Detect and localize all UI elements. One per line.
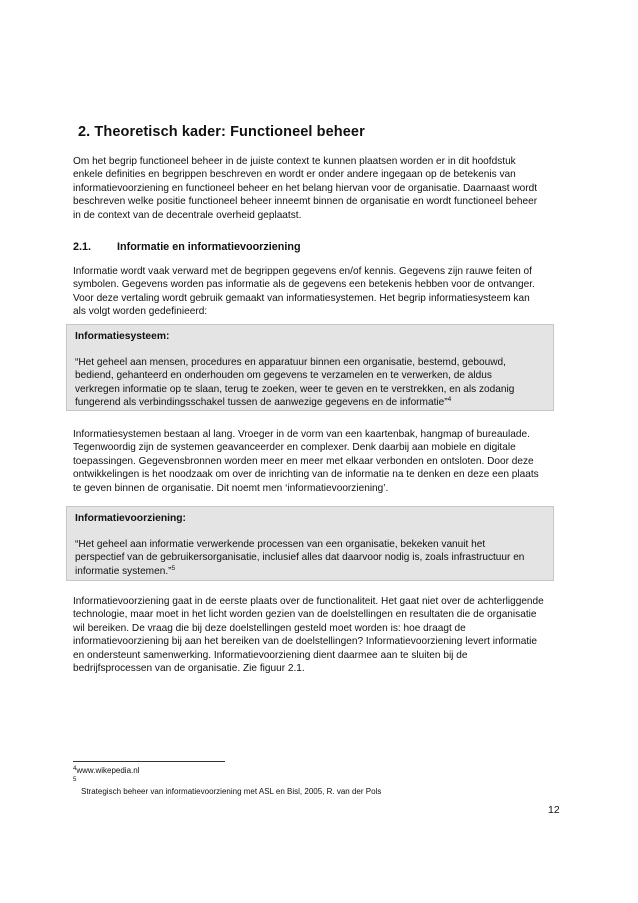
definition-box-informatiesysteem — [66, 324, 554, 411]
paragraph-informatiesystemen — [73, 428, 569, 495]
paragraph-information — [73, 265, 569, 319]
definition-line: fungerend als verbindingsschakel tussen de aanwezige gegevens en de informatie” — [75, 397, 448, 409]
paragraph-line: informatievoorziening bij aan het bereiken van de doelstellingen? Informatievoorziening levert informatie — [73, 636, 538, 648]
footnote-text: Strategisch beheer van informatievoorziening met ASL en Bisl, 2005, R. van der Pols — [81, 787, 382, 796]
intro-line: enkele definities en begrippen beschreven en wordt er onder andere ingegaan op de betekenis van — [73, 169, 516, 181]
section-title: Informatie en informatievoorziening — [117, 241, 301, 253]
definition-line: bediend, gehanteerd en onderhouden om gegevens te verzamelen en te verwerken, de aldus — [75, 370, 492, 382]
paragraph-line: en ondersteunt samenwerking. Informatievoorziening dient daarmee aan te sluiten bij de — [73, 649, 468, 661]
footnote-separator — [73, 761, 225, 762]
definition-text — [75, 356, 545, 410]
section-heading — [73, 241, 301, 253]
footnote-marker: 4 — [73, 766, 77, 772]
chapter-title: 2. Theoretisch kader: Functioneel beheer — [78, 124, 365, 140]
paragraph-line: bedrijfsprocessen van de organisatie. Zie figuur 2.1. — [73, 663, 305, 675]
section-number: 2.1. — [73, 241, 92, 253]
footnote-reference: 4 — [447, 396, 452, 404]
intro-paragraph — [73, 155, 569, 222]
intro-line: informatievoorziening en functioneel beheer en het belang hiervan voor de organisatie. Daarnaast wordt — [73, 182, 538, 194]
paragraph-line: Informatiesystemen bestaan al lang. Vroeger in de vorm van een kaartenbak, hangmap of bureaulade. — [73, 429, 530, 440]
footnote-link[interactable]: www.wikepedia.nl — [76, 766, 140, 775]
paragraph-line: Informatie wordt vaak verward met de begrippen gegevens en/of kennis. Gegevens zijn rauwe feiten of — [73, 266, 532, 277]
intro-line: Om het begrip functioneel beheer in de juiste context te kunnen plaatsen worden er in dit hoofdstuk — [73, 156, 516, 167]
page-number: 12 — [548, 804, 560, 816]
footnote-reference: 5 — [171, 564, 176, 572]
footnote-item — [73, 766, 139, 776]
definition-line: perspectief van de gebruikersorganisatie, inclusief alles dat daarvoor nodig is, zoals infrastructuur en — [75, 552, 525, 564]
definition-line: verkregen informatie op te slaan, terug te zoeken, weer te geven en te verstrekken, en als zodanig — [75, 383, 515, 395]
definition-title: Informatievoorziening: — [75, 513, 186, 524]
paragraph-functionaliteit — [73, 595, 569, 675]
footnote-item — [73, 777, 381, 797]
definition-box-informatievoorziening — [66, 506, 554, 581]
intro-line: beschreven welke positie functioneel beheer inneemt binnen de organisatie en wordt functioneel beheer — [73, 196, 538, 208]
paragraph-line: Tegenwoordig zijn de systemen geavanceerder en complexer. Denk daarbij aan mobiele en digitale — [73, 442, 516, 454]
definition-line: “Het geheel aan mensen, procedures en apparatuur binnen een organisatie, bestemd, gebouwd, — [75, 357, 506, 368]
paragraph-line: wil bereiken. De vraag die bij deze doelstellingen gesteld moet worden is: hoe draagt de — [73, 622, 466, 634]
footnote-marker: 5 — [73, 777, 77, 783]
paragraph-line: als volgt worden gedefinieerd: — [73, 306, 208, 318]
paragraph-line: ontwikkelingen is het noodzaak om over de inrichting van de informatie na te denken en deze een plaats — [73, 469, 539, 481]
paragraph-line: symbolen. Gegevens worden pas informatie als de gegevens een betekenis hebben voor de ontvanger. — [73, 279, 535, 291]
definition-line: informatie systemen.” — [75, 565, 172, 577]
definition-line: “Het geheel aan informatie verwerkende processen van een organisatie, bekeken vanuit het — [75, 539, 486, 550]
paragraph-line: Informatievoorziening gaat in de eerste plaats over de functionaliteit. Het gaat niet over de achterliggende — [73, 596, 544, 607]
paragraph-line: technologie, maar moet in het licht worden gezien van de doelstellingen en resultaten die de organisatie — [73, 609, 537, 621]
definition-title: Informatiesysteem: — [75, 331, 170, 342]
paragraph-line: toepassingen. Gegevensbronnen worden meer en meer met elkaar verbonden en ontsloten. Door deze — [73, 455, 534, 467]
definition-text — [75, 538, 545, 578]
intro-line: in de context van de decentrale overheid geplaatst. — [73, 209, 302, 221]
paragraph-line: Voor deze vertaling wordt gebruik gemaakt van informatiesystemen. Het begrip informatiesysteem kan — [73, 292, 530, 304]
paragraph-line: te geven binnen de organisatie. Dit noemt men ‘informatievoorziening’. — [73, 482, 389, 494]
